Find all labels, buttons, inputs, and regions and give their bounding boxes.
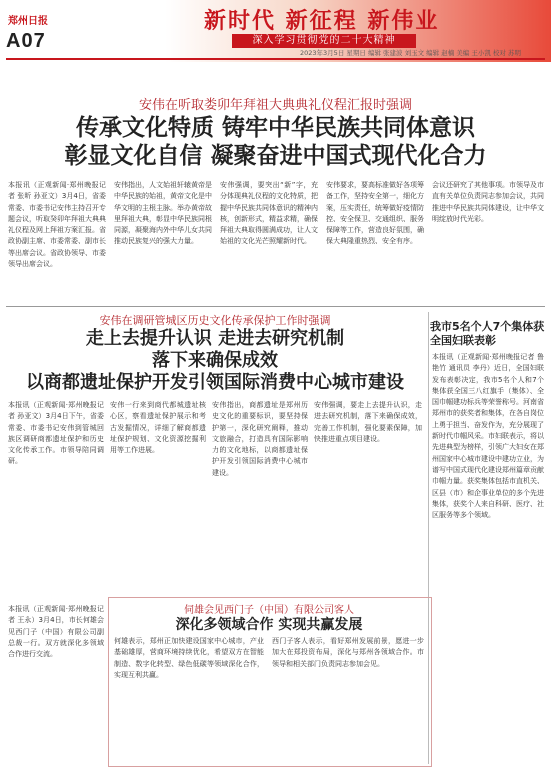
dateline: 2023年3月5日 星期日 编辑 张建波 刘玉文 编辑 赵楠 美编 王小凯 校对 苏明 [300, 49, 521, 57]
box-subtitle: 伺雄会见西门子（中国）有限公司客人 [184, 605, 354, 616]
box-title: 深化多领域合作 实现共赢发展 [175, 617, 363, 633]
box-col1: 何雄表示，郑州正加快建设国家中心城市，产业基础雄厚，营商环境持续优化，希望双方在智能制造、数字化转型、绿色低碳等领域深化合作，实现互利共赢。 [114, 637, 264, 679]
article1-col1: 本报讯（正观新闻·郑州晚报记者 张昕 孙亚文）3月4日，省委常委、市委书记安伟主持召开专题会议，听取癸卯年拜祖大典典礼仪程及网上拜祖方案汇报。省政协副主席、市委常委、副市长等出席会议。省政协领导、市委领导出席会议。 [8, 181, 106, 269]
article2-col1: 本报讯（正观新闻·郑州晚报记者 孙亚文）3月4日下午，省委常委、市委书记安伟到管城回族区调研商都遗址保护和历史文化传承工作。市领导陪同调研。 [8, 401, 104, 466]
article1-subtitle: 安伟在听取娄卯年拜祖大典典礼仪程汇报时强调 [138, 98, 412, 113]
article1-title-line2: 彰显文化自信 凝聚奋进中国式现代化合力 [64, 142, 487, 169]
article1-title [0, 114, 551, 170]
box-col2: 西门子客人表示，看好郑州发展前景，愿进一步加大在郑投资布局，深化与郑州各领域合作。市领导和相关部门负责同志参加会见。 [272, 637, 424, 668]
article2-subtitle: 安伟在调研管城区历史文化传承保护工作时强调 [99, 314, 331, 327]
article1-col3: 安伟强调，要突出“新”字，充分体现典礼仪程的文化特质，把握中华民族共同体意识的精神内核，创新形式，精益求精，确保拜祖大典取得圆满成功，让人文始祖的文化光芒照耀新时代。 [220, 181, 318, 246]
article2-title [0, 328, 430, 394]
article2-col2: 安伟一行来到商代都城遗址核心区，察看遗址保护展示和考古发掘情况，详细了解商都遗址保护规划、文化资源挖掘利用等工作进展。 [110, 401, 206, 455]
header-rule [6, 58, 545, 60]
newspaper-brand: 郑州日报 [8, 16, 48, 27]
slogan-title: 新时代 新征程 新伟业 [204, 8, 440, 34]
article1-col2: 安伟指出，人文始祖轩辕黄帝是中华民族的始祖，黄帝文化是中华文明的主根主脉。举办黄帝故里拜祖大典，彰显中华民族同根同源，凝聚海内外中华儿女共同推动民族复兴的强大力量。 [114, 181, 212, 246]
box-col-left: 本报讯（正观新闻·郑州晚报记者 王永）3月4日，市长何雄会见西门子（中国）有限公司副总裁一行。双方就深化多领域合作进行交流。 [8, 605, 104, 659]
article2-col3: 安伟指出，商都遗址是郑州历史文化的重要标识，要坚持保护第一，深化研究阐释，推动文旅融合，打造具有国际影响力的文化地标，以商都遗址保护开发引领国际消费中心城市建设。 [212, 401, 308, 477]
article1-col4: 安伟要求，要高标准做好各项筹备工作，坚持安全第一，细化方案，压实责任，统筹做好疫情防控、安全保卫、交通组织、服务保障等工作，营造良好氛围，确保大典隆重热烈、安全有序。 [326, 181, 424, 246]
article2-title-line2: 落下来确保成效 [152, 350, 278, 371]
article2-col4: 安伟强调，要走上去提升认识，走进去研究机制，落下来确保成效，完善工作机制，强化要素保障，加快推进重点项目建设。 [314, 401, 422, 443]
slogan-subtitle: 深入学习贯彻党的二十大精神 [232, 34, 416, 48]
page-number: A07 [6, 30, 46, 52]
section-divider [6, 306, 545, 307]
sidebar-body: 本报讯（正观新闻·郑州晚报记者 鲁艳竹 通讯员 李丹）近日，全国妇联发布表彰决定，我市5名个人和7个集体获全国三八红旗手（集体）、全国巾帼建功标兵等荣誉称号。河南省郑州市的获奖者和集体，在各自岗位上勇于担当、奋发作为，充分展现了新时代巾帼风采。市妇联表示，将以先进典型为榜样，引领广大妇女在郑州国家中心城市建设中建功立业，为谱写中国式现代化建设郑州篇章贡献巾帼力量。获奖集体包括市直机关、区县（市）和企事业单位的多个先进集体，获奖个人来自科研、医疗、社区服务等多个领域。 [432, 353, 544, 520]
article2-title-line1: 走上去提升认识 走进去研究机制 [85, 328, 345, 349]
article2-title-line3: 以商都遗址保护开发引领国际消费中心城市建设 [26, 372, 404, 393]
sidebar-title: 我市5名个人7个集体获全国妇联表彰 [430, 320, 545, 347]
article1-title-line1: 传承文化特质 铸牢中华民族共同体意识 [75, 114, 475, 141]
article1-col5: 会议还研究了其他事项。市领导及市直有关单位负责同志参加会议，共同推进中华民族共同体建设，让中华文明绽放时代光彩。 [432, 181, 544, 223]
